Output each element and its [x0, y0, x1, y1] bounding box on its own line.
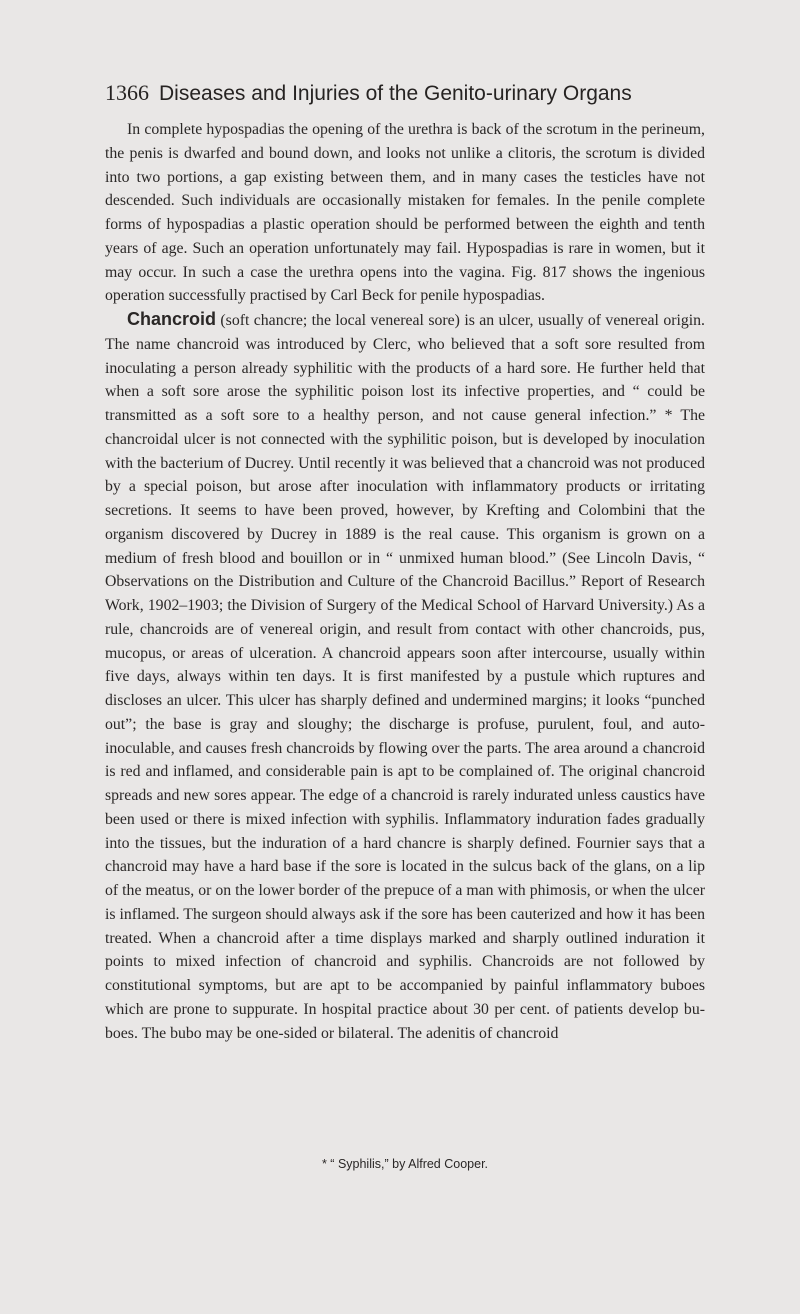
- chancroid-heading-term: Chancroid: [127, 309, 217, 329]
- chapter-title: Diseases and Injuries of the Genito-urinary Organs: [159, 82, 632, 105]
- running-header: [105, 80, 705, 106]
- page-number: 1366: [105, 80, 149, 105]
- body-text: [105, 118, 705, 1045]
- chancroid-text: (soft chancre; the local venereal sore) is an ulcer, usually of venereal origin. The name chancroid was introduced by Clerc, who believed that a soft sore resulted from inoculating a person already syphilitic with the products of a hard sore. He further held that when a soft sore arose the syphilitic poison lost its infective properties, and “ could be transmitted as a soft sore to a healthy person, and not cause general infection.” * The chancroidal ulcer is not connected with the syphilitic poison, but is developed by inoculation with the bacterium of Ducrey. Until recently it was believed that a chancroid was not produced by a special poison, but arose after inoculation with inflammatory products or irritating secretions. It seems to have been proved, however, by Krefting and Colombini that the organism discovered by Ducrey in 1889 is the real cause. This organism is grown on a medium of fresh blood and bouillon or in “ unmixed human blood.” (See Lincoln Davis, “ Observations on the Distribution and Culture of the Chancroid Bacillus.” Report of Research Work, 1902–1903; the Division of Surgery of the Medical School of Harvard University.) As a rule, chancroids are of venereal origin, and result from contact with other chancroids, pus, mucopus, or areas of ulceration. A chancroid appears soon after intercourse, usually within five days, always within ten days. It is first manifested by a pustule which ruptures and discloses an ulcer. This ulcer has sharply defined and undermined margins; it looks “punched out”; the base is gray and sloughy; the discharge is profuse, purulent, foul, and auto-inoculable, and causes fresh chancroids by flowing over the parts. The area around a chancroid is red and inflamed, and considerable pain is apt to be complained of. The original chancroid spreads and new sores appear. The edge of a chancroid is rarely indurated unless caustics have been used or there is mixed infection with syphilis. Inflammatory induration fades gradually into the tissues, but the induration of a hard chancre is sharply defined. Fournier says that a chancroid may have a hard base if the sore is located in the sulcus back of the glans, on a lip of the meatus, or on the lower border of the prepuce of a man with phimosis, or when the ulcer is inflamed. The surgeon should always ask if the sore has been cauterized and how it has been treated. When a chancroid after a time displays marked and sharply outlined induration it points to mixed infection of chancroid and syphilis. Chancroids are not followed by constitutional symptoms, but are apt to be accompanied by painful inflammatory buboes which are prone to suppurate. In hospital practice about 30 per cent. of patients develop buboes. The bubo may be one-sided or bilateral. The adenitis of chancroid: [105, 312, 705, 1042]
- paragraph-hypospadias: In complete hypospadias the opening of the urethra is back of the scrotum in the perineum, the penis is dwarfed and bound down, and looks not unlike a clitoris, the scrotum is divided into two portions, a gap existing between them, and in many cases the testicles have not descended. Such individuals are occasionally mistaken for females. In the penile complete forms of hypospadias a plastic operation should be performed between the eighth and tenth years of age. Such an operation unfortunately may fail. Hypospadias is rare in women, but it may occur. In such a case the urethra opens into the vagina. Fig. 817 shows the ingenious operation successfully practised by Carl Beck for penile hypospadias.: [105, 121, 705, 305]
- footnote: * “ Syphilis,” by Alfred Cooper.: [321, 1157, 489, 1171]
- paragraph-chancroid: [105, 308, 705, 1045]
